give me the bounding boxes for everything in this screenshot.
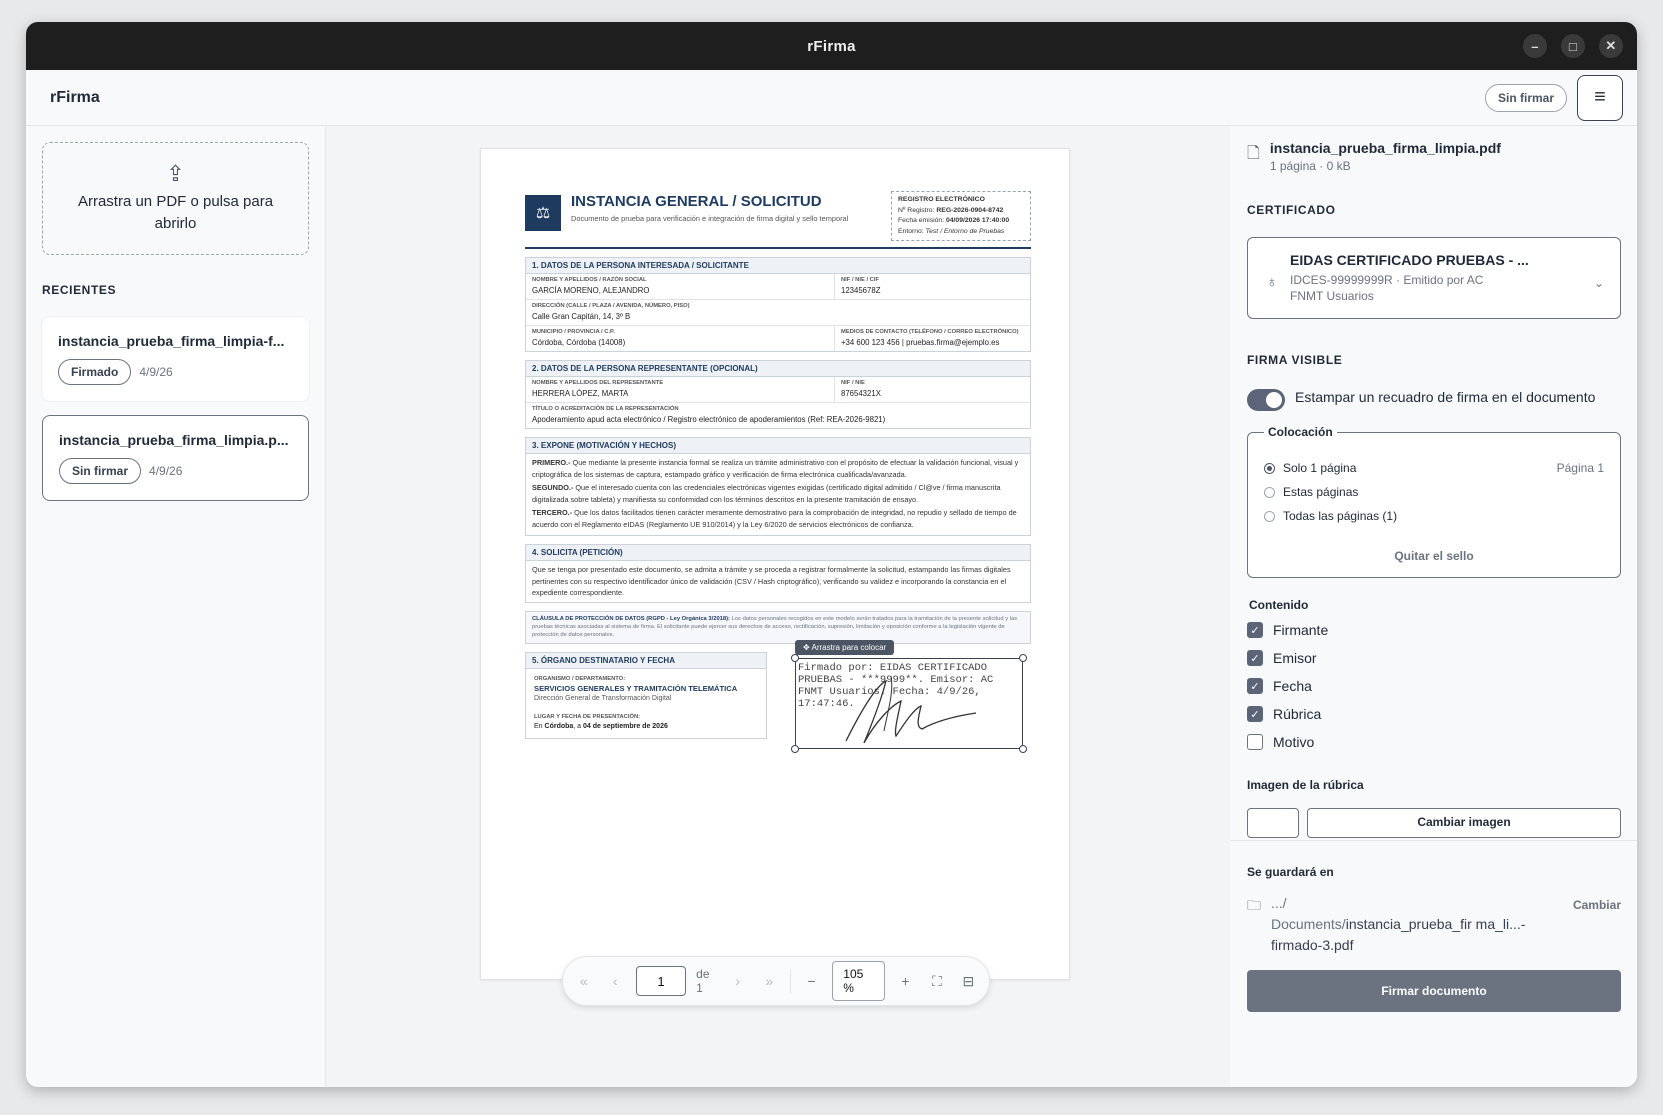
doc-title: INSTANCIA GENERAL / SOLICITUD [571,193,822,210]
certificate-heading: CERTIFICADO [1247,203,1336,217]
placement-group [1247,425,1621,578]
fit-page-icon[interactable]: ⛶ [931,972,942,989]
status-badge: Sin firmar [1485,84,1567,112]
certificate-ribbon-icon: ♁ [1266,274,1278,291]
prev-page-icon[interactable]: ‹ [612,973,618,989]
recent-item[interactable] [42,317,309,401]
doc-subtitle: Documento de prueba para verificación e integración de firma digital y sello temporal [571,214,849,223]
content-heading: Contenido [1249,598,1309,612]
recent-item-status: Sin firmar [59,458,141,484]
pdf-drop-zone[interactable] [42,142,309,255]
resize-handle[interactable] [1019,654,1027,662]
recent-item-date: 4/9/26 [149,464,183,478]
change-image-button[interactable]: Cambiar imagen [1307,808,1621,838]
last-page-icon[interactable]: » [765,973,774,989]
recent-item[interactable] [42,415,309,501]
recent-item-status: Firmado [58,359,131,385]
file-meta: 1 página · 0 kB [1269,159,1351,173]
drop-zone-text: Arrastra un PDF o pulsa para abrirlo [77,192,274,232]
radio-all-pages[interactable]: Todas las páginas (1) [1264,509,1604,523]
zoom-out-icon[interactable]: − [807,973,816,989]
recent-item-date: 4/9/26 [139,365,173,379]
scales-logo-icon: ⚖ [525,195,561,231]
chevron-down-icon: ⌄ [1593,276,1604,290]
doc-section-1: 1. DATOS DE LA PERSONA INTERESADA / SOLICITANTE NOMBRE Y APELLIDOS / RAZÓN SOCIAL GARCÍA MORENO, ALEJANDRO NIF / NIE / CIF 12345678Z DIRECCIÓN (CALLE / PLAZA / AVENIDA, NÚMERO, PISO) Calle Gran Capitán, 14, 3º B MUNICIPIO / PROVINCIA / C.P. Córdoba, Córdoba (14008) MEDIOS DE CONTACTO (TELÉFONO / CORREO ELECTRÓNICO) +34 600 123 456 | pruebas.firma@ejemplo.es [525,257,1031,352]
certificate-select[interactable] [1247,237,1621,319]
page-toolbar [562,956,990,1006]
signature-stamp-box[interactable] [795,658,1023,749]
menu-icon: ≡ [1594,86,1606,108]
save-path: .../ Documents/instancia_prueba_fir ma_li...-firmado-3.pdf [1271,895,1526,953]
page-number-input[interactable]: 1 [636,966,686,996]
doc-section-3: 3. EXPONE (MOTIVACIÓN Y HECHOS) PRIMERO.- Que mediante la presente instancia formal se realiza un trámite administrativo con el propósito de efectuar la validación funcional, visual y criptográfica de los sistemas de captura, estampado gráfico y verificación de firma electrónica cualificada/avanzada. SEGUNDO.- Que el interesado cuenta con las credenciales electrónicas vigentes exigidas (certificado digital admitido / Cl@ve / firma manuscrita digitalizada sobre tableta) y manifiesta su conformidad con los términos descritos en la presente tramitación de ensayo. TERCERO.- Que los datos facilitados tienen carácter meramente demostrativo para la comprobación de integridad, no repudio y sellado de tiempo de acuerdo con el Reglamento eIDAS (Reglamento UE 910/2014) y la Ley 6/2020 de servicios electrónicos de confianza. [525,437,1031,536]
minimize-icon[interactable]: – [1523,34,1547,58]
title-bar [26,22,1637,70]
pdf-viewer [326,126,1230,1087]
checkbox-reason[interactable]: Motivo [1247,728,1621,756]
doc-section-5: 5. ÓRGANO DESTINATARIO Y FECHA ORGANISMO / DEPARTAMENTO: SERVICIOS GENERALES Y TRAMITACIÓN TELEMÁTICA Dirección General de Transformación Digital LUGAR Y FECHA DE PRESENTACIÓN: En Córdoba, a 04 de septiembre de 2026 [525,652,767,740]
radio-single-page[interactable]: Solo 1 página Página 1 [1264,461,1604,475]
drag-to-place-handle[interactable]: ✥ Arrastra para colocar [795,640,894,655]
page-count: de 1 [696,967,710,995]
recent-item-name: instancia_prueba_firma_limpia.p... [59,432,289,448]
visible-signature-heading: FIRMA VISIBLE [1247,353,1343,367]
zoom-level[interactable]: 105 % [832,961,884,1001]
move-icon: ✥ [803,642,810,652]
checkbox-issuer[interactable]: ✓ Emisor [1247,644,1621,672]
doc-section-4: 4. SOLICITA (PETICIÓN) Que se tenga por presentado este documento, se admita a trámite y se proceda a registrar formalmente la solicitud, estampando las firmas digitales pertinentes con su respectivo identificador único de validación (CSV / Hash criptográfico), verificando su validez e incorporando la constancia en el expediente correspondiente. [525,544,1031,603]
zoom-in-icon[interactable]: + [901,973,910,989]
resize-handle[interactable] [1019,745,1027,753]
selected-page-indicator: Página 1 [1556,461,1604,475]
fit-width-icon[interactable]: ⊟ [962,972,975,989]
stamp-toggle[interactable] [1247,389,1285,411]
app-brand: rFirma [50,88,100,106]
close-icon[interactable]: ✕ [1599,34,1623,58]
folder-icon: 🗀 [1247,897,1261,913]
handwritten-signature-image [836,671,986,749]
pdf-page [480,148,1070,980]
right-panel [1231,126,1637,1087]
checkbox-rubric[interactable]: ✓ Rúbrica [1247,700,1621,728]
maximize-icon[interactable]: □ [1561,34,1585,58]
resize-handle[interactable] [791,745,799,753]
registry-box: REGISTRO ELECTRÓNICO Nº Registro: REG-2026-0904-8742 Fecha emisión: 04/09/2026 17:40:00 Entorno: Test / Entorno de Pruebas [891,191,1031,241]
sign-document-button[interactable]: Firmar documento [1247,970,1621,1012]
hamburger-menu-button[interactable] [1577,75,1623,121]
rubric-image-heading: Imagen de la rúbrica [1247,778,1364,792]
doc-section-2: 2. DATOS DE LA PERSONA REPRESENTANTE (OPCIONAL) NOMBRE Y APELLIDOS DEL REPRESENTANTE HERRERA LÓPEZ, MARTA NIF / NIE 87654321X TÍTULO O ACREDITACIÓN DE LA REPRESENTACIÓN Apoderamiento apud acta electrónico / Registro electrónico de apoderamientos (Ref: REA-2026-9821) [525,360,1031,429]
stamp-toggle-label: Estampar un recuadro de firma en el documento [1295,389,1596,405]
remove-stamp-button[interactable]: Quitar el sello [1394,549,1474,563]
file-icon: 🗋 [1247,145,1260,162]
certificate-details: IDCES-99999999R · Emitido por AC FNMT Usuarios [1290,273,1484,303]
signature-stamp-text: Firmado por: EIDAS CERTIFICADO PRUEBAS - ***9999**. Emisor: AC FNMT Usuarios. Fecha: 4/9/26, 17:47:46. [798,661,994,710]
change-location-button[interactable]: Cambiar [1572,898,1621,912]
data-protection-clause: CLÁUSULA DE PROTECCIÓN DE DATOS (RGPD - Ley Orgánica 3/2018): Los datos personales recogidos en este modelo serán tratados para la tramitación de la presente solicitud y las pruebas técnicas asociadas al sistema de firma. El solicitante puede ejercer sus derechos de acceso, rectificación, supresión, limitación y oposición conforme a la legislación vigente de protección de datos personales. [525,611,1031,644]
rubric-thumbnail [1247,808,1299,838]
radio-these-pages[interactable]: Estas páginas [1264,485,1604,499]
app-header [26,70,1637,126]
save-panel [1231,840,1637,1087]
save-location-heading: Se guardará en [1247,865,1334,879]
left-sidebar [26,126,326,1087]
checkbox-signer[interactable]: ✓ Firmante [1247,616,1621,644]
app-window [26,22,1637,1087]
certificate-name: EIDAS CERTIFICADO PRUEBAS - ... [1290,252,1529,268]
checkbox-date[interactable]: ✓ Fecha [1247,672,1621,700]
recent-item-name: instancia_prueba_firma_limpia-f... [58,333,285,349]
upload-icon: ⇪ [166,160,185,186]
first-page-icon[interactable]: « [579,973,588,989]
placement-legend: Colocación [1268,425,1333,439]
file-name: instancia_prueba_firma_limpia.pdf [1269,140,1501,156]
next-page-icon[interactable]: › [735,973,741,989]
window-title: rFirma [807,37,856,55]
resize-handle[interactable] [791,654,799,662]
recents-heading: RECIENTES [42,283,117,297]
